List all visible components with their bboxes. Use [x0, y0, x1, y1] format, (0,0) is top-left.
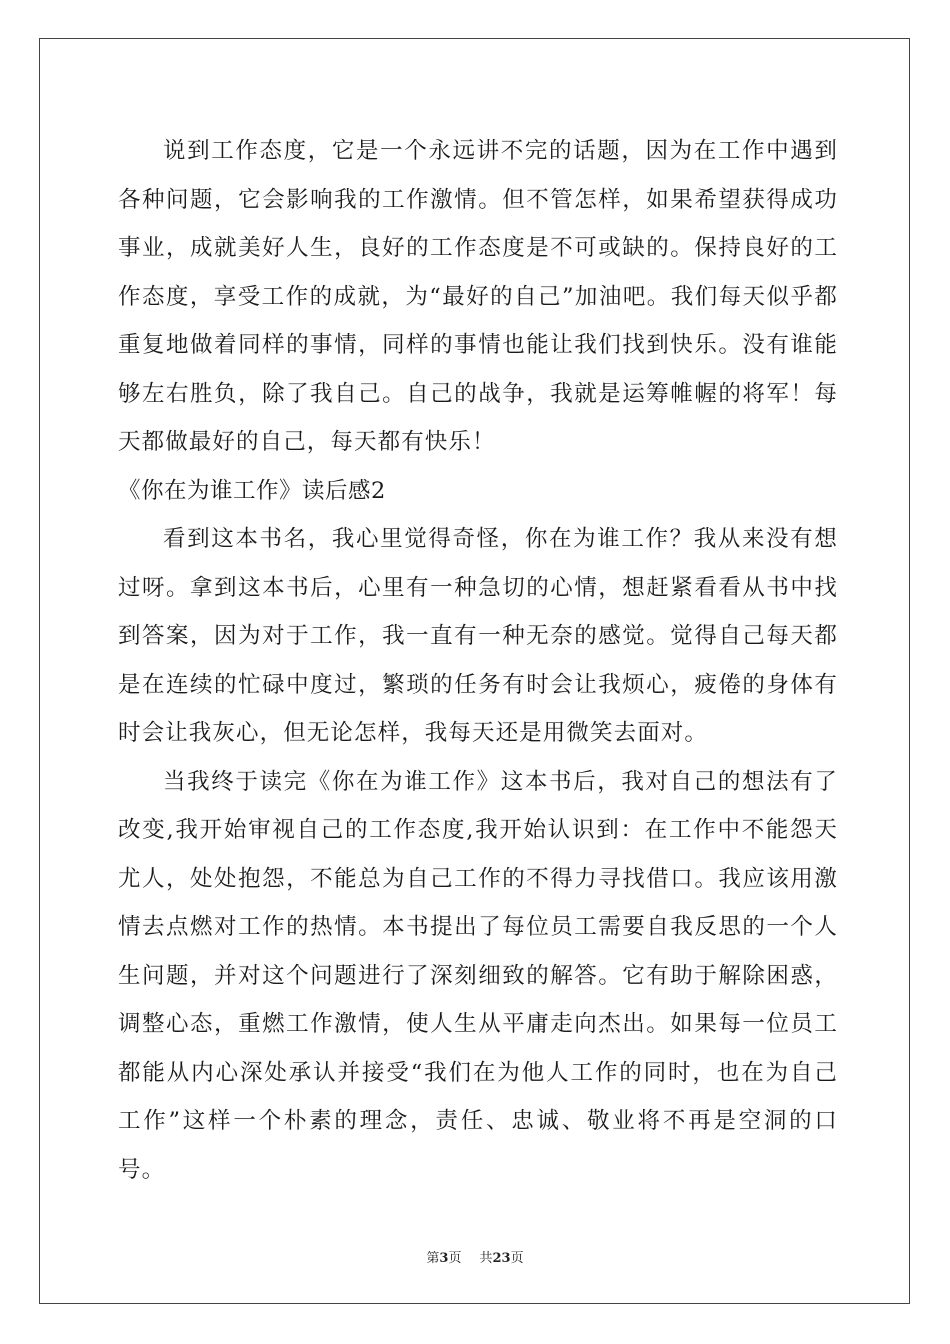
page-total: 23: [492, 1251, 511, 1266]
total-prefix: 共: [479, 1251, 493, 1266]
page-footer: [0, 1247, 950, 1266]
paragraph-after-reading: 当我终于读完《你在为谁工作》这本书后，我对自己的想法有了改变,我开始审视自己的工作态度,我开始认识到：在工作中不能怨天尤人，处处抱怨，不能总为自己工作的不得力寻找借口。我应该用激情去点燃对工作的热情。本书提出了每位员工需要自我反思的一个人生问题，并对这个问题进行了深刻细致的解答。它有助于解除困惑，调整心态，重燃工作激情，使人生从平庸走向杰出。如果每一位员工都能从内心深处承认并接受“我们在为他人工作的同时，也在为自己工作”这样一个朴素的理念，责任、忠诚、敬业将不再是空洞的口号。: [118, 768, 838, 1183]
page-prefix: 第: [426, 1251, 440, 1266]
section-heading: 《你在为谁工作》读后感2: [118, 477, 386, 504]
paragraph-book-title-thoughts: 看到这本书名，我心里觉得奇怪，你在为谁工作？我从来没有想过呀。拿到这本书后，心里有一种急切的心情，想赶紧看看从书中找到答案，因为对于工作，我一直有一种无奈的感觉。觉得自己每天都是在连续的忙碌中度过，繁琐的任务有时会让我烦心，疲倦的身体有时会让我灰心，但无论怎样，我每天还是用微笑去面对。: [118, 526, 838, 746]
page-current: 3: [439, 1251, 449, 1266]
paragraph-work-attitude: 说到工作态度，它是一个永远讲不完的话题，因为在工作中遇到各种问题，它会影响我的工作激情。但不管怎样，如果希望获得成功事业，成就美好人生，良好的工作态度是不可或缺的。保持良好的工作态度，享受工作的成就，为“最好的自己”加油吧。我们每天似乎都重复地做着同样的事情，同样的事情也能让我们找到快乐。没有谁能够左右胜负，除了我自己。自己的战争，我就是运筹帷幄的将军！每天都做最好的自己，每天都有快乐！: [118, 138, 838, 455]
total-suffix: 页: [510, 1251, 524, 1266]
page-suffix: 页: [448, 1251, 462, 1266]
document-body: [118, 127, 838, 1194]
